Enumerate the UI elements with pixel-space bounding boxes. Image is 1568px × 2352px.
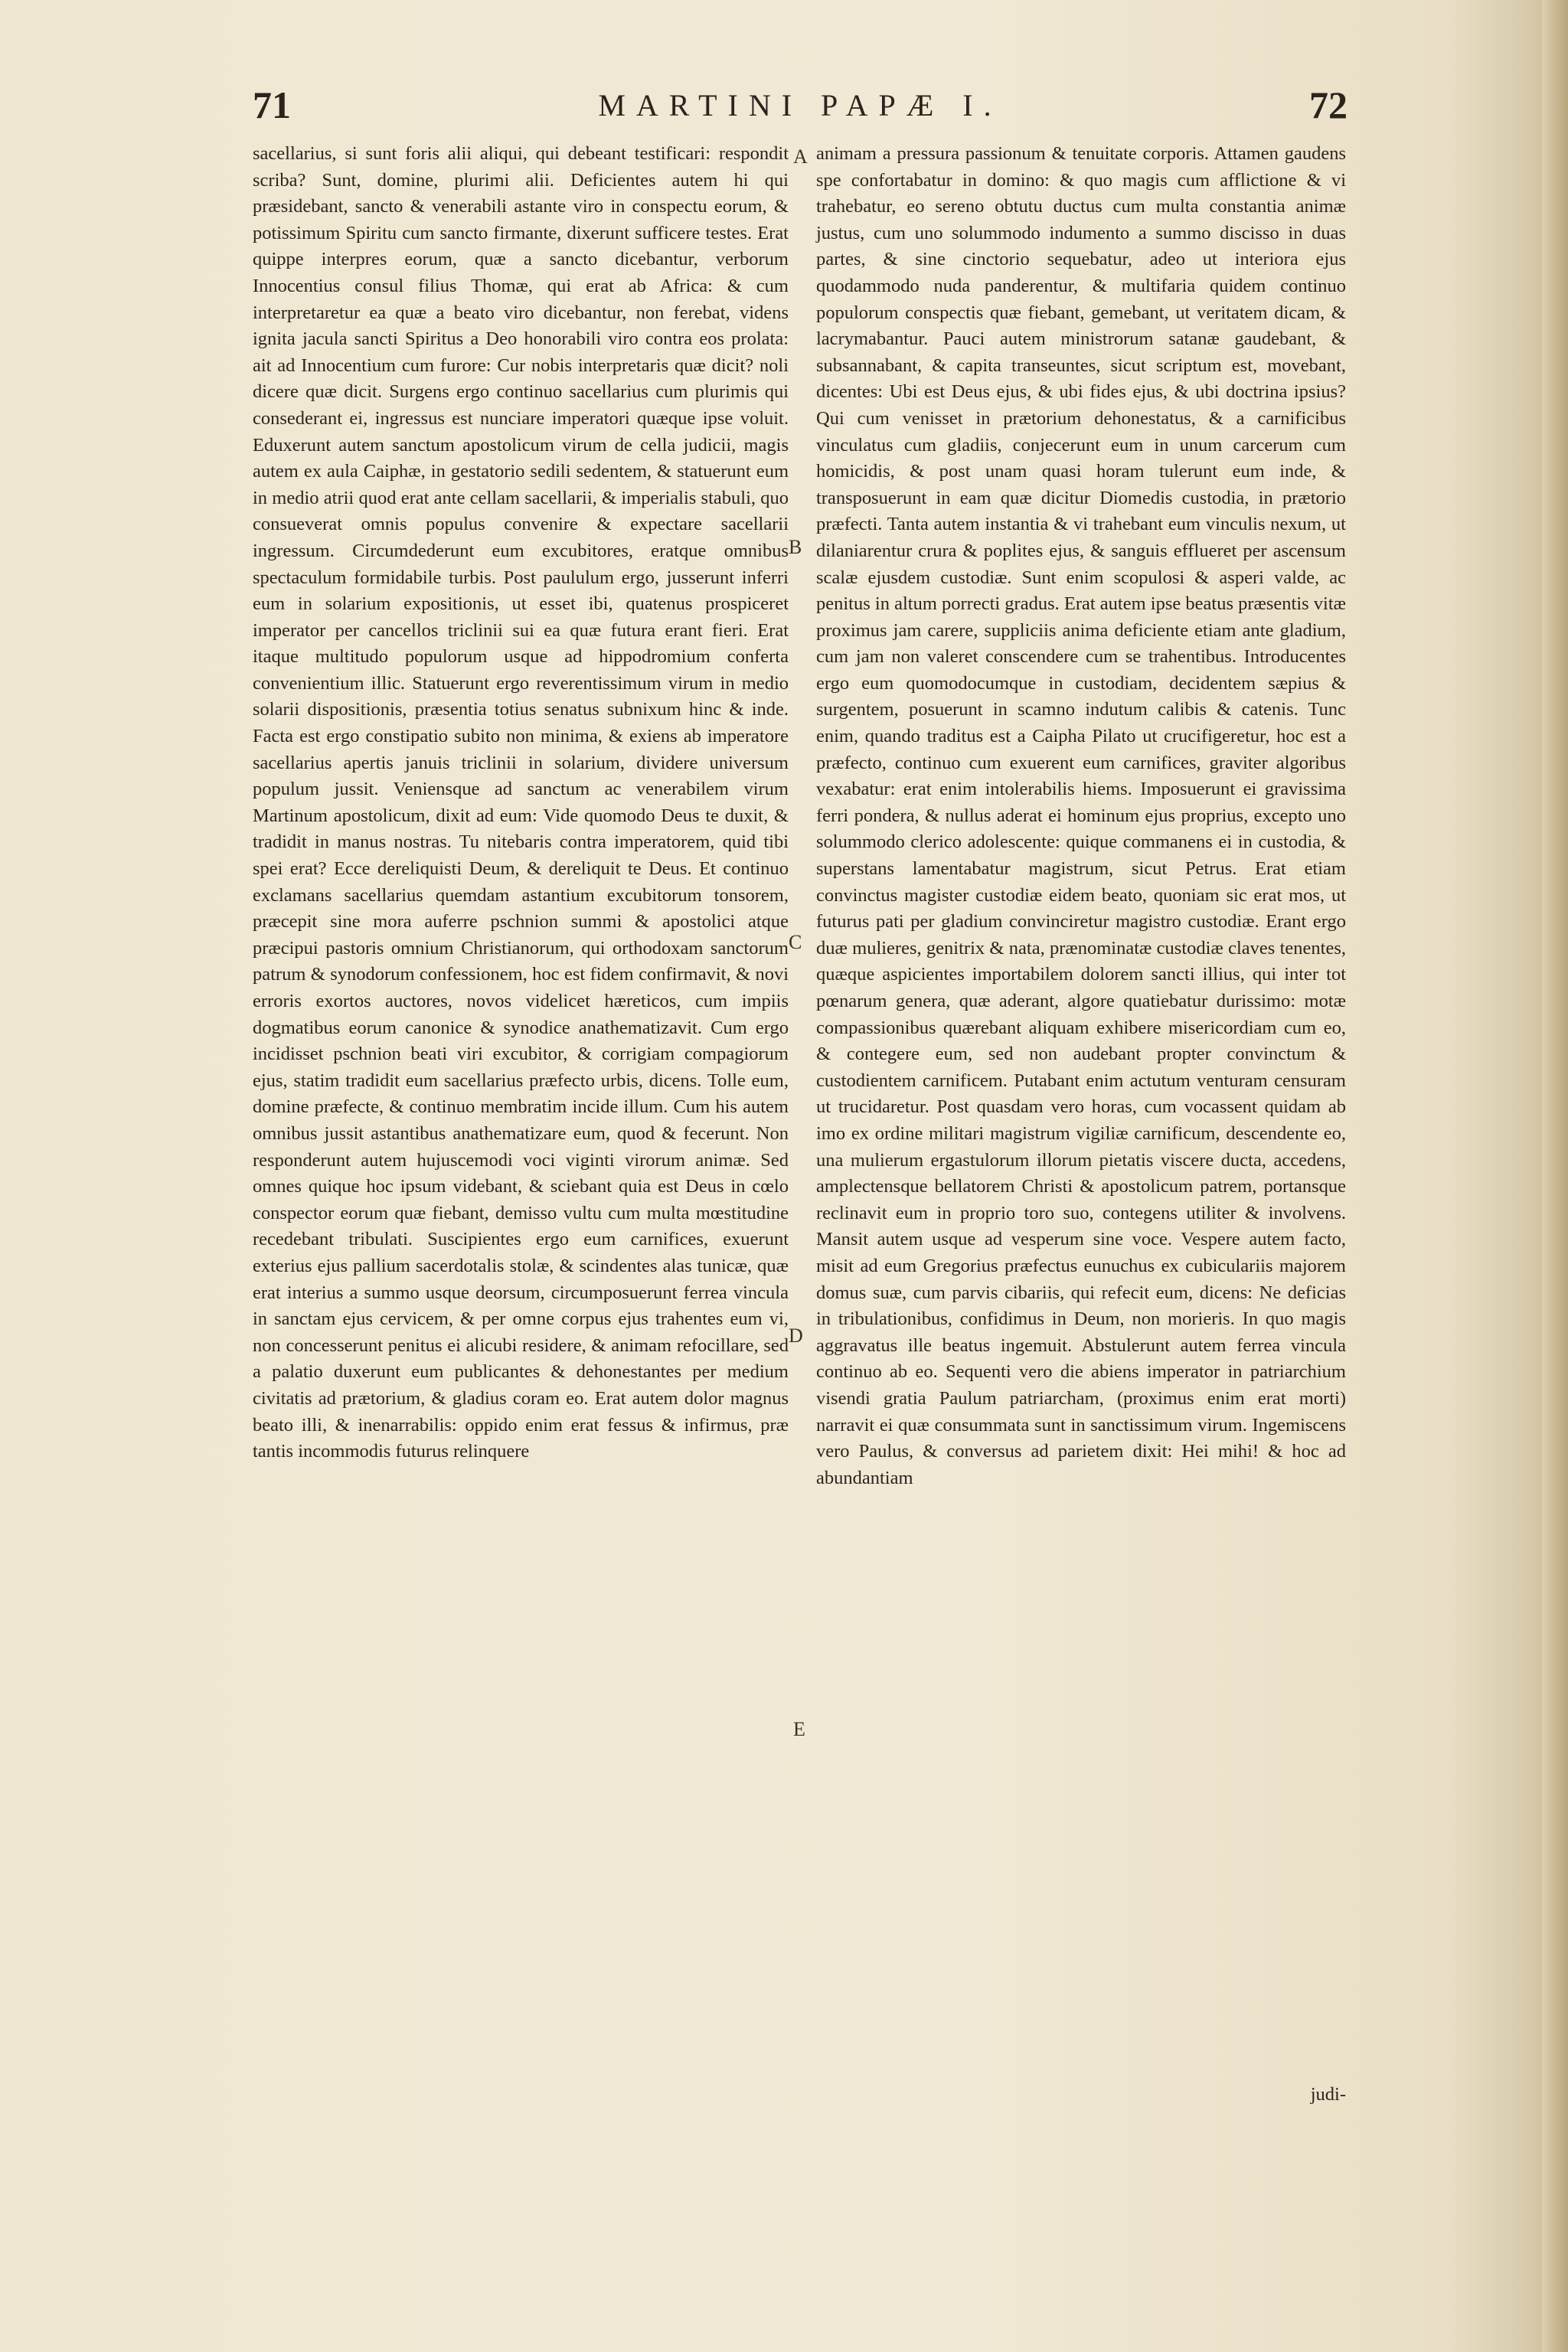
folio-number-left: 71 xyxy=(253,83,291,126)
margin-marker-d: D xyxy=(789,1325,803,1347)
margin-marker-e: E xyxy=(793,1718,805,1740)
right-column xyxy=(816,141,1346,1491)
margin-marker-c: C xyxy=(789,931,802,953)
margin-marker-a: A xyxy=(793,145,808,168)
running-title: MARTINI PAPÆ I. xyxy=(598,88,1002,122)
page-header xyxy=(253,83,1348,136)
page-edge xyxy=(1542,0,1568,2352)
left-column xyxy=(253,141,789,1465)
margin-marker-b: B xyxy=(789,536,802,558)
right-column-text: animam a pressura passionum & tenuitate corporis. Attamen gaudens spe confortabatur in domino: & quo magis cum afflictione & vi trahebatur, eo sereno obtutu ductus cum multa constantia animæ justus, cum uno solummodo indumento a summo discisso in duas partes, & sine cinctorio sequebatur, adeo ut interiora ejus quodammodo nuda panderentur, & multifaria quidem continuo populorum conspectis quæ fiebant, gemebant, ut veritatem dicam, & lacrymabantur. Pauci autem ministrorum satanæ gaudebant, & subsannabant, & capita transeuntes, sicut scriptum est, movebant, dicentes: Ubi est Deus ejus, & ubi fides ejus, & ubi doctrina ipsius? Qui cum venisset in prætorium dehonestatus, & a carnificibus vinculatus cum gladiis, conjecerunt eum in unum carcerum cum homicidis, & post unam quasi horam tulerunt eum inde, & transposuerunt in eam quæ dicitur Diomedis custodia, in prætorio præfecti. Tanta autem instantia & vi trahebant eum vinculis nexum, ut dilaniarentur crura & poplites ejus, & sanguis efflueret per ascensum scalæ ejusdem custodiæ. Sunt enim scopulosi & asperi valde, ac penitus in altum porrecti gradus. Erat autem ipse beatus præsentis vitæ proximus jam carere, suppliciis anima deficiente etiam ante gladium, cum jam non valeret conscendere cum se trahentibus. Introducentes ergo eum quomodocumque in custodiam, decidentem sæpius & surgentem, posuerunt in scamno indutum calibis & catenis. Tunc enim, quando traditus est a Caipha Pilato ut crucifigeretur, hoc est a præfecto, continuo cum exuerent eum carnifices, graviter algoribus vexabatur: erat enim intolerabilis hiems. Imposuerunt ei gravissima ferri pondera, & nullus aderat ei hominum ejus proprius, excepto uno solummodo clerico adolescente: quique commanens ei in custodia, & superstans lamentabatur magistrum, sicut Petrus. Erat etiam convinctus magister custodiæ eidem beato, quoniam sic erat mos, ut futurus pati per gladium convinciretur magistro custodiæ. Erant ergo duæ mulieres, genitrix & nata, prænominatæ custodiæ claves tenentes, quæque aspicientes importabilem dolorem sancti illius, qui inter tot pœnarum genera, quæ aderant, algore quatiebatur durissimo: motæ compassionibus quærebant aliquam exhibere misericordiam cum eo, & contegere eum, sed non audebant propter convinctum & custodientem carnificem. Putabant enim actutum venturam censuram ut trucidaretur. Post quasdam vero horas, cum vocassent quidam ab imo ex ordine militari magistrum vigiliæ carnificum, descendente eo, una mulierum ergastulorum illorum pietatis viscere ducta, accedens, amplectensque bellatorem Christi & apostolicum patrem, portansque reclinavit eum in proprio toro suo, contegens utiliter & involvens. Mansit autem usque ad vesperum sine voce. Vespere autem facto, misit ad eum Gregorius præfectus eunuchus ex cubiculariis majorem domus suæ, cum parvis cibariis, qui refecit eum, dicens: Ne deficias in tribulationibus, confidimus in Deum, non morieris. In quo magis aggravatus ille beatus ingemuit. Abstulerunt autem ferrea vincula continuo ab eo. Sequenti vero die abiens imperator in patriarchium visendi gratia Paulum patriarcham, (proximus enim erat morti) narravit ei quæ consummata sunt in sanctissimum virum. Ingemiscens vero Paulus, & conversus ad parietem dixit: Hei mihi! & hoc ad abundantiam xyxy=(816,143,1346,1488)
left-column-text: sacellarius, si sunt foris alii aliqui, qui debeant testificari: respondit scriba? Sunt, domine, plurimi alii. Deficientes autem hi qui præsidebant, sancto & venerabili astante viro in conspectu eorum, & potissimum Spiritu cum sancto firmante, dixerunt sufficere testes. Erat quippe interpres eorum, quæ a sancto dicebantur, verborum Innocentius consul filius Thomæ, qui erat ab Africa: & cum interpretaretur ea quæ a beato viro dicebantur, non ferebat, videns ignita jacula sancti Spiritus a Deo honorabili viro contra eos prolata: ait ad Innocentium cum furore: Cur nobis interpretaris quæ dicit? noli dicere quæ dicit. Surgens ergo continuo sacellarius cum plurimis qui consederant ei, ingressus est nunciare imperatori quæque ipse voluit. Eduxerunt autem sanctum apostolicum virum de cella judicii, magis autem ex aula Caiphæ, in gestatorio sedili sedentem, & statuerunt eum in medio atrii quod erat ante cellam sacellarii, & imperialis stabuli, quo consueverat omnis populus convenire & expectare sacellarii ingressum. Circumdederunt eum excubitores, eratque omnibus spectaculum formidabile turbis. Post paululum ergo, jusserunt inferri eum in solarium expositionis, ut esset ibi, quatenus prospiceret imperator per cancellos triclinii sui ea quæ futura erant fieri. Erat itaque multitudo populorum usque ad hippodromium conferta convenientium illic. Statuerunt ergo reverentissimum virum in medio solarii dispositionis, præsentia totius senatus subnixum hinc & inde. Facta est ergo constipatio subito non minima, & exiens ab imperatore sacellarius apertis januis triclinii in solarium, dividere universum populum jussit. Veniensque ad sanctum ac venerabilem virum Martinum apostolicum, dixit ad eum: Vide quomodo Deus te duxit, & tradidit in manus nostras. Tu nitebaris contra imperatorem, quid tibi spei erat? Ecce dereliquisti Deum, & dereliquit te Deus. Et continuo exclamans sacellarius quemdam astantium excubitorum tonsorem, præcepit sine mora auferre pschnion summi & apostolici atque præcipui pastoris omnium Christianorum, qui orthodoxam sanctorum patrum & synodorum confessionem, hoc est fidem confirmavit, & novi erroris exortos auctores, novos videlicet hæreticos, cum impiis dogmatibus eorum canonice & synodice anathematizavit. Cum ergo incidisset pschnion beati viri excubitor, & corrigiam compagiorum ejus, statim tradidit eum sacellarius præfecto urbis, dicens. Tolle eum, domine præfecte, & continuo membratim incide illum. Cum his autem omnibus jussit astantibus anathematizare eum, quod & fecerunt. Non responderunt autem hujuscemodi voci viginti virorum animæ. Sed omnes quique hoc ipsum videbant, & sciebant quia est Deus in cœlo conspector eorum quæ fiebant, demisso vultu cum multa mœstitudine recedebant tribulati. Suscipientes ergo eum carnifices, exuerunt exterius ejus pallium sacerdotalis stolæ, & scindentes alas tunicæ, quæ erat interius a summo usque deorsum, circumposuerunt ferrea vincula in sanctam ejus cervicem, & per omne corpus ejus trahentes eum vi, non concesserunt penitus ei alicubi residere, & animam refocillare, sed a palatio duxerunt eum publicantes & dehonestantes per medium civitatis ad prætorium, & gladius coram eo. Erat autem dolor magnus beato illi, & inenarrabilis: oppido enim erat fessus & infirmus, præ tantis incommodis futurus relinquere xyxy=(253,143,789,1462)
catchword: judi- xyxy=(1310,2084,1346,2105)
folio-number-right: 72 xyxy=(1309,83,1348,126)
